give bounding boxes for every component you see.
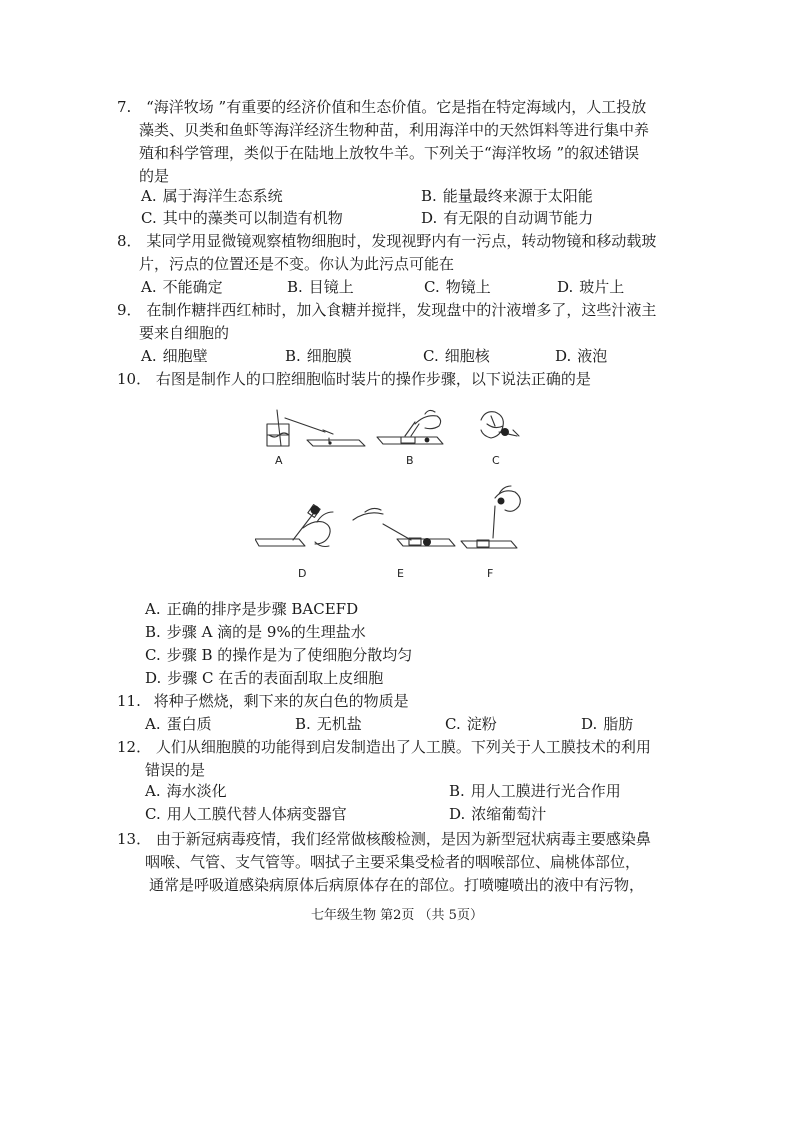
question-11 bbox=[117, 690, 697, 713]
option-a[interactable]: A. 细胞壁 bbox=[141, 347, 208, 365]
option-d[interactable]: D. 浓缩葡萄汁 bbox=[449, 805, 547, 823]
option-c[interactable]: C. 用人工膜代替人体病变器官 bbox=[145, 805, 347, 823]
question-number: 8． bbox=[117, 232, 142, 250]
figure-label-b: B bbox=[406, 454, 414, 467]
option-d[interactable]: D. 液泡 bbox=[555, 347, 608, 365]
options-row bbox=[141, 185, 701, 207]
option-c[interactable]: C. 物镜上 bbox=[424, 278, 491, 296]
options-row bbox=[145, 644, 665, 666]
option-a[interactable]: A. 属于海洋生态系统 bbox=[141, 187, 283, 205]
option-d[interactable]: D. 有无限的自动调节能力 bbox=[421, 209, 594, 227]
step-d-drawing bbox=[255, 505, 333, 547]
options-row bbox=[145, 598, 665, 620]
question-stem: 殖和科学管理，类似于在陆地上放牧牛羊。下列关于“海洋牧场 ”的叙述错误 bbox=[139, 144, 640, 162]
options-row bbox=[145, 713, 685, 735]
options-row bbox=[145, 667, 665, 689]
question-stem: “海洋牧场 ”有重要的经济价值和生态价值。它是指在特定海域内，人工投放 bbox=[146, 98, 647, 116]
question-number: 13． bbox=[117, 830, 152, 848]
figure-label-a: A bbox=[275, 454, 283, 467]
question-stem: 片，污点的位置还是不变。你认为此污点可能在 bbox=[139, 255, 455, 273]
question-stem: 要来自细胞的 bbox=[139, 324, 230, 342]
figure-label-f: F bbox=[487, 567, 494, 580]
option-b[interactable]: B. 能量最终来源于太阳能 bbox=[421, 187, 593, 205]
options-row bbox=[145, 803, 685, 825]
options-row bbox=[141, 345, 701, 367]
step-b-drawing bbox=[377, 410, 443, 444]
question-stem: 藻类、贝类和鱼虾等海洋经济生物种苗，利用海洋中的天然饵料等进行集中养 bbox=[139, 121, 650, 139]
option-d[interactable]: D. 脂肪 bbox=[581, 715, 634, 733]
question-stem: 人们从细胞膜的功能得到启发制造出了人工膜。下列关于人工膜技术的利用 bbox=[155, 738, 651, 756]
slide-preparation-figure bbox=[255, 402, 550, 584]
figure-label-c: C bbox=[492, 454, 500, 467]
option-b[interactable]: B. 细胞膜 bbox=[285, 347, 352, 365]
option-a[interactable]: A. 不能确定 bbox=[141, 278, 223, 296]
step-a-drawing bbox=[267, 410, 365, 446]
question-stem: 的是 bbox=[139, 167, 170, 185]
question-number: 10． bbox=[117, 370, 152, 388]
option-c[interactable]: C. 淀粉 bbox=[445, 715, 497, 733]
option-d[interactable]: D. 玻片上 bbox=[557, 278, 625, 296]
question-8 bbox=[117, 230, 697, 276]
step-c-drawing bbox=[481, 412, 519, 438]
question-7 bbox=[117, 96, 697, 188]
option-a[interactable]: A. 海水淡化 bbox=[145, 782, 227, 800]
option-c[interactable]: C. 其中的藻类可以制造有机物 bbox=[141, 209, 343, 227]
options-row bbox=[141, 207, 701, 229]
question-9 bbox=[117, 299, 697, 345]
option-b[interactable]: B. 用人工膜进行光合作用 bbox=[449, 782, 621, 800]
option-d[interactable]: D. 步骤 C 在舌的表面刮取上皮细胞 bbox=[145, 669, 384, 687]
question-stem: 在制作糖拌西红柿时，加入食糖并搅拌，发现盘中的汁液增多了，这些汁液主 bbox=[146, 301, 657, 319]
step-f-drawing bbox=[461, 486, 520, 548]
option-b[interactable]: B. 无机盐 bbox=[295, 715, 362, 733]
question-stem: 通常是呼吸道感染病原体后病原体存在的部位。打喷嚏喷出的液中有污物， bbox=[149, 876, 645, 894]
figure-label-e: E bbox=[397, 567, 404, 580]
question-stem: 某同学用显微镜观察植物细胞时，发现视野内有一污点，转动物镜和移动载玻 bbox=[146, 232, 657, 250]
question-stem: 错误的是 bbox=[145, 761, 206, 779]
question-number: 7. bbox=[117, 98, 132, 116]
option-a[interactable]: A. 正确的排序是步骤 BACEFD bbox=[145, 600, 359, 618]
options-row bbox=[141, 276, 701, 298]
question-12 bbox=[117, 736, 697, 782]
step-e-drawing bbox=[353, 508, 455, 546]
slide-preparation-illustration bbox=[255, 402, 550, 584]
option-c[interactable]: C. 细胞核 bbox=[423, 347, 490, 365]
option-b[interactable]: B. 目镜上 bbox=[287, 278, 354, 296]
figure-label-d: D bbox=[298, 567, 307, 580]
question-number: 11. bbox=[117, 692, 141, 710]
question-13 bbox=[117, 828, 697, 897]
question-stem: 由于新冠病毒疫情，我们经常做核酸检测，是因为新型冠状病毒主要感染鼻 bbox=[155, 830, 651, 848]
option-c[interactable]: C. 步骤 B 的操作是为了使细胞分散均匀 bbox=[145, 646, 413, 664]
option-a[interactable]: A. 蛋白质 bbox=[145, 715, 212, 733]
question-10 bbox=[117, 368, 697, 391]
question-number: 12． bbox=[117, 738, 152, 756]
question-stem: 将种子燃烧，剩下来的灰白色的物质是 bbox=[153, 692, 409, 710]
question-stem: 右图是制作人的口腔细胞临时装片的操作步骤，以下说法正确的是 bbox=[155, 370, 591, 388]
question-stem: 咽喉、气管、支气管等。咽拭子主要采集受检者的咽喉部位、扁桃体部位， bbox=[145, 853, 641, 871]
options-row bbox=[145, 621, 665, 643]
option-b[interactable]: B. 步骤 A 滴的是 9%的生理盐水 bbox=[145, 623, 366, 641]
question-number: 9． bbox=[117, 301, 142, 319]
options-row bbox=[145, 780, 685, 802]
page-footer: 七年级生物 第2页 （共 5页） bbox=[311, 908, 483, 923]
